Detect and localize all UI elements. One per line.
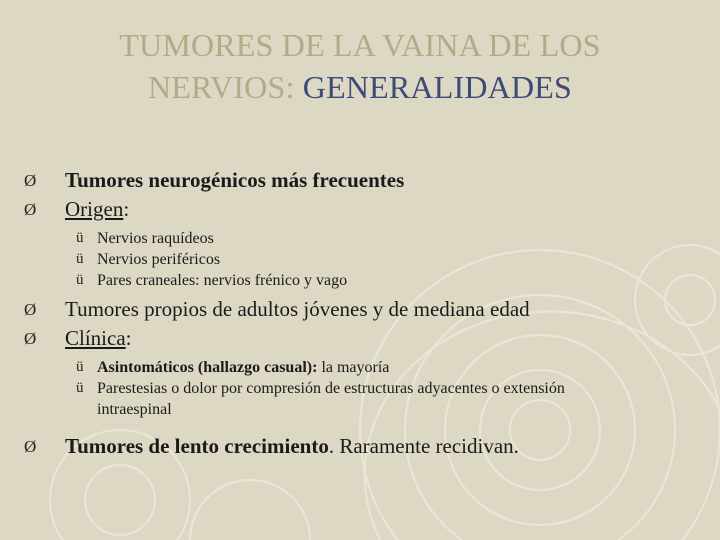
arrow-bullet-icon: Ø xyxy=(24,437,37,456)
sub-bullet-item xyxy=(24,270,704,291)
bullet-suffix: : xyxy=(125,326,132,350)
bullet-suffix: : xyxy=(123,197,130,221)
sub-bullet-item xyxy=(24,249,704,270)
bullet-item xyxy=(24,324,704,353)
sub-bullet-line-2: intraespinal xyxy=(97,401,172,418)
sub-bullet-text: Pares craneales: nervios frénico y vago xyxy=(97,272,348,289)
title-accent: GENERALIDADES xyxy=(302,69,573,105)
sub-bullet-item xyxy=(24,357,704,378)
slide-title xyxy=(60,24,660,108)
sub-bullet-item xyxy=(24,228,704,249)
arrow-bullet-icon: Ø xyxy=(24,200,37,219)
sub-bullet-text: Nervios periféricos xyxy=(97,251,221,268)
bullet-bold: Tumores de lento crecimiento xyxy=(65,434,329,458)
arrow-bullet-icon: Ø xyxy=(24,300,37,319)
sub-bullet-text: Nervios raquídeos xyxy=(97,230,214,247)
bullet-item xyxy=(24,166,704,195)
sub-bullet-line-1: Parestesias o dolor por compresión de estructuras adyacentes o extensión xyxy=(97,380,565,397)
arrow-bullet-icon: Ø xyxy=(24,171,37,190)
title-line-1: TUMORES DE LA VAINA DE LOS xyxy=(119,27,601,63)
sub-bullet-bold: Asintomáticos (hallazgo casual): xyxy=(97,359,318,376)
checkmark-icon: ü xyxy=(76,380,84,396)
arrow-bullet-icon: Ø xyxy=(24,329,37,348)
bullet-item xyxy=(24,432,704,461)
checkmark-icon: ü xyxy=(76,359,84,375)
title-line-2 xyxy=(60,66,660,108)
sub-bullet-rest: la mayoría xyxy=(317,359,390,376)
checkmark-icon: ü xyxy=(76,251,84,267)
bullet-label: Clínica xyxy=(65,326,126,350)
bullet-list xyxy=(24,166,704,461)
bullet-text: Tumores propios de adultos jóvenes y de mediana edad xyxy=(65,297,530,321)
bullet-label: Origen xyxy=(65,197,124,221)
checkmark-icon: ü xyxy=(76,272,84,288)
title-plain: NERVIOS: xyxy=(147,69,295,105)
bullet-item xyxy=(24,195,704,224)
bullet-rest: . Raramente recidivan. xyxy=(328,434,519,458)
bullet-text: Tumores neurogénicos más frecuentes xyxy=(65,168,405,192)
checkmark-icon: ü xyxy=(76,230,84,246)
bullet-item xyxy=(24,295,704,324)
sub-bullet-item xyxy=(24,378,704,420)
